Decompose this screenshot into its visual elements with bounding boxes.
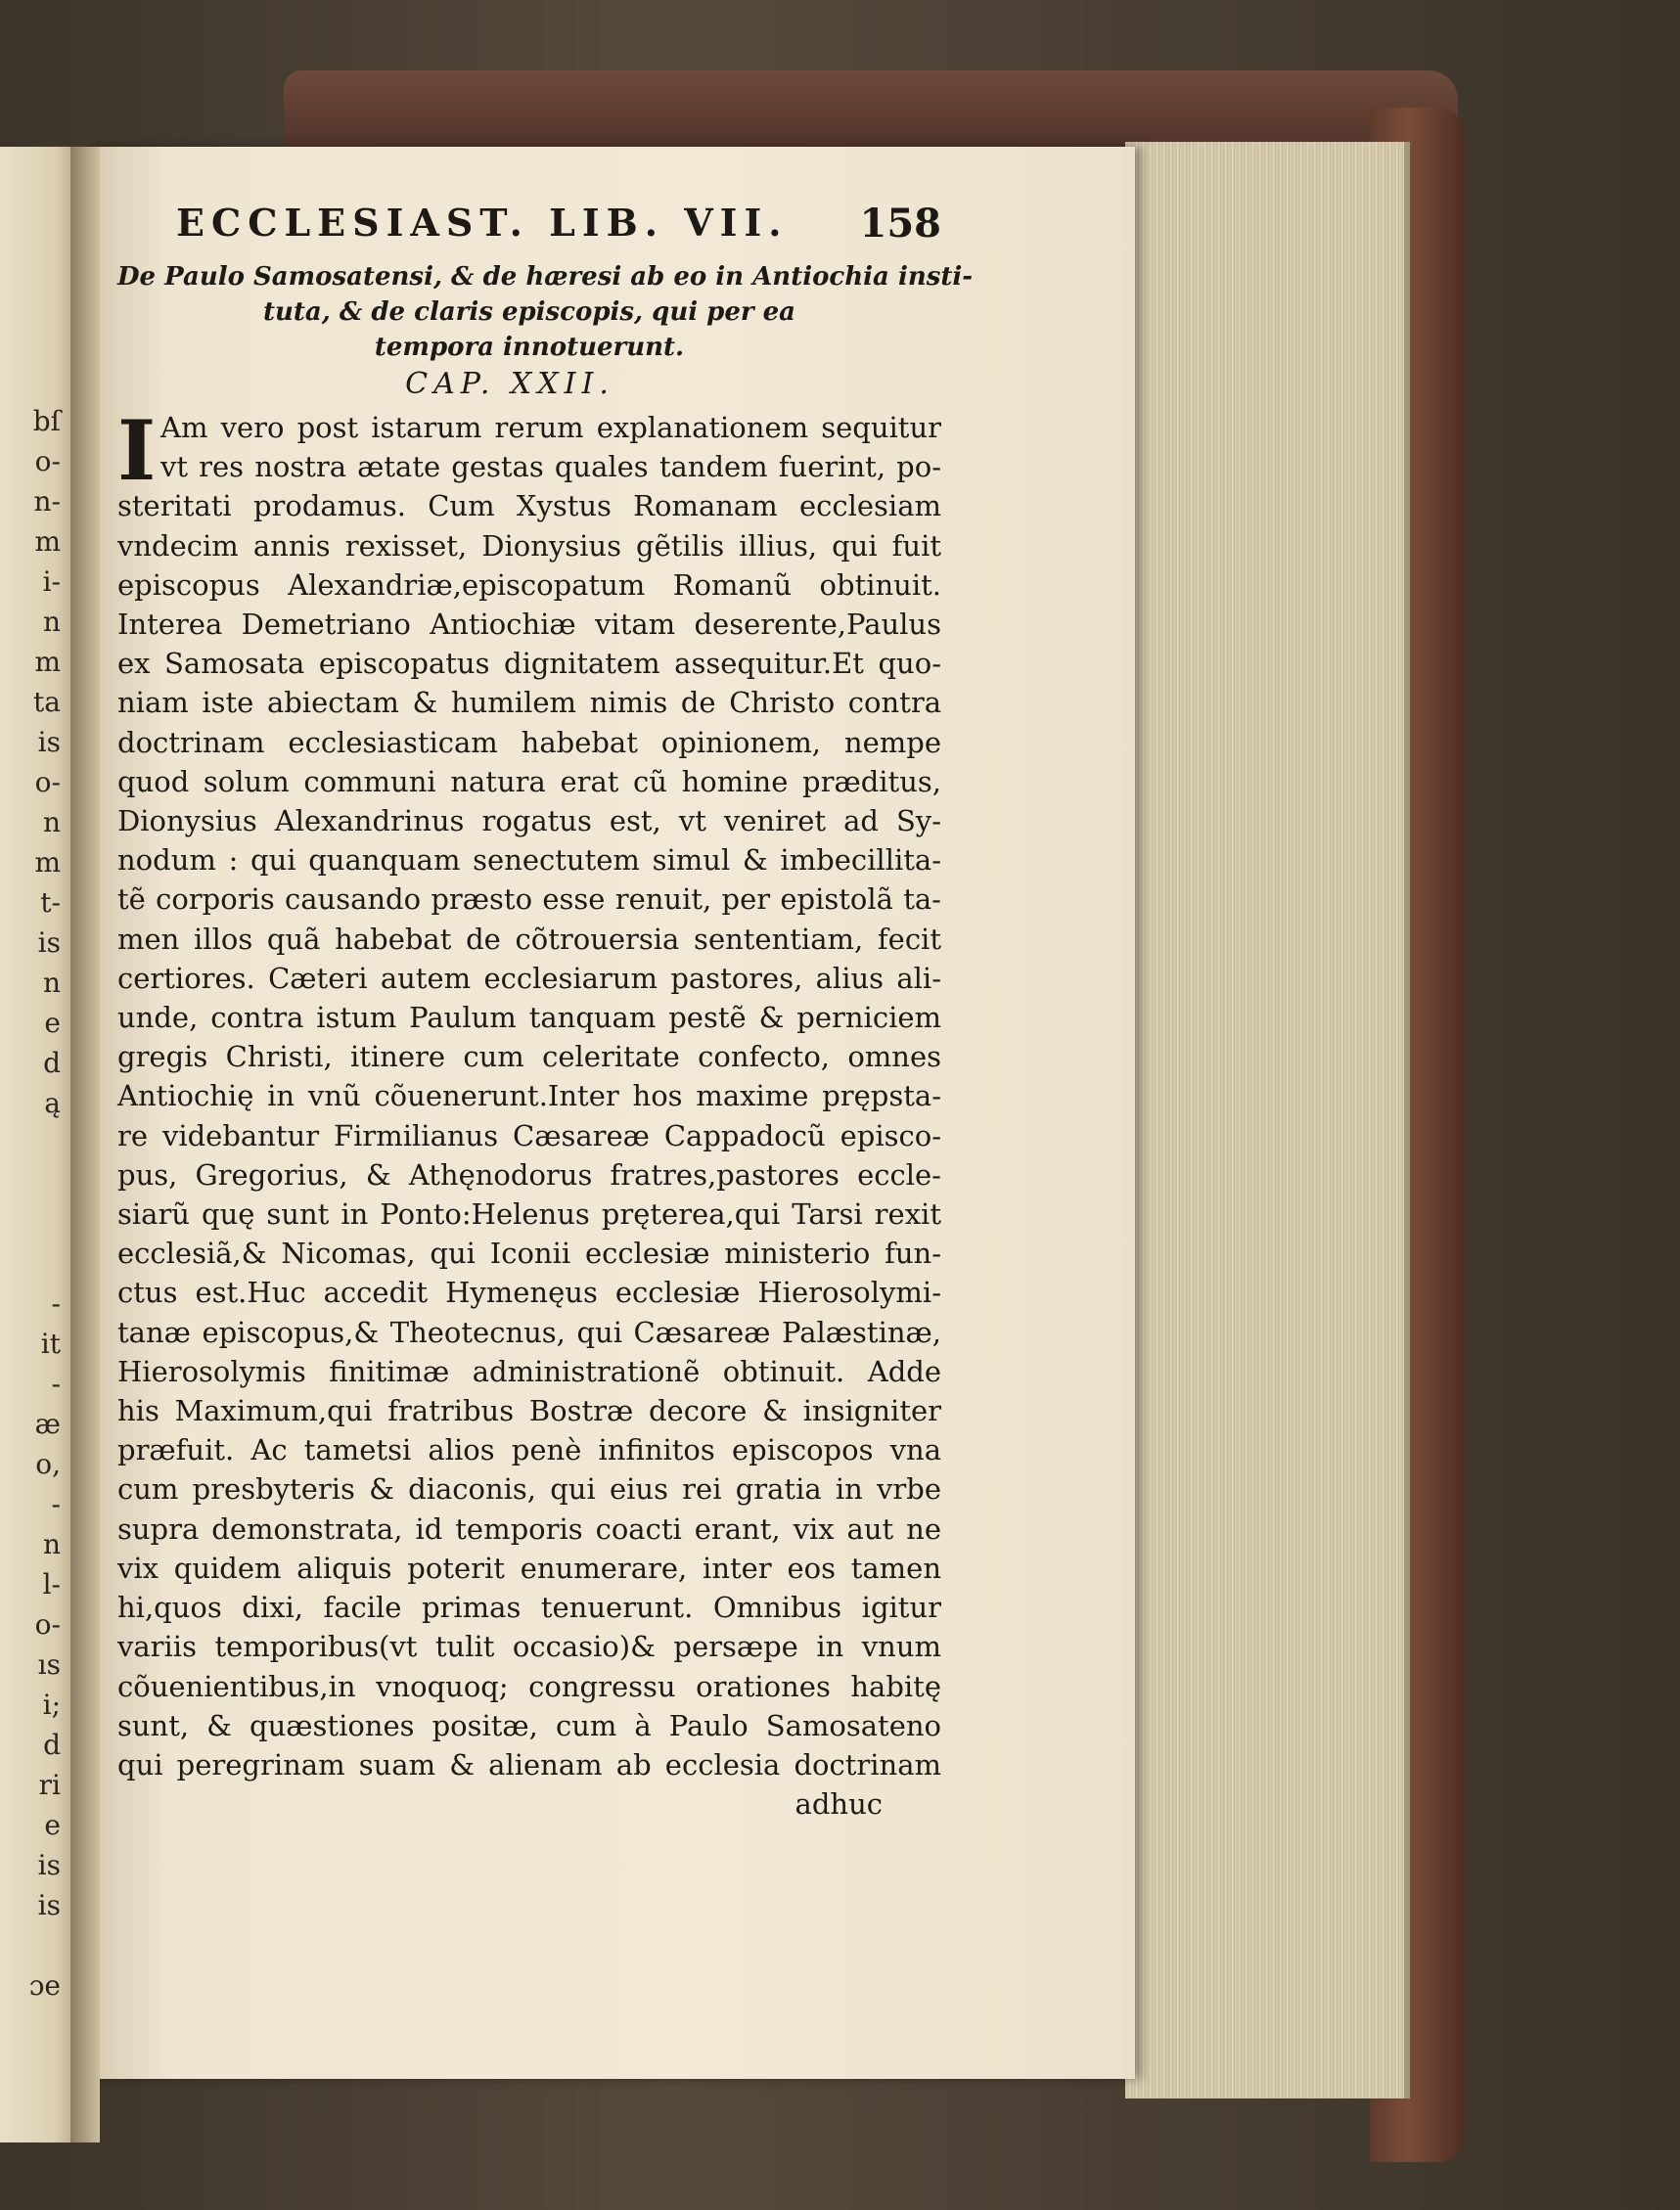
left-page-fragment: e (44, 1007, 61, 1039)
running-title: ECCLESIAST. LIB. VII. (176, 201, 789, 245)
left-page-fragment: o- (34, 445, 61, 477)
catchword: adhuc (795, 1787, 883, 1822)
body-line: vt res nostra ætate gestas quales tandem fuerint, po- (160, 450, 941, 484)
body-line: siarũ quę sunt in Ponto:Helenus pręterea,qui Tarsi rexit (117, 1197, 941, 1232)
body-line: men illos quã habebat de cõtrouersia sententiam, fecit (117, 922, 941, 956)
body-line: ctus est.Huc accedit Hymenęus ecclesiæ Hierosolymi- (117, 1276, 941, 1310)
body-line: Interea Demetriano Antiochiæ vitam deserente,Paulus (117, 608, 941, 642)
body-line: variis temporibus(vt tulit occasio)& persæpe in vnum (117, 1630, 941, 1664)
left-page-fragment: is (37, 926, 61, 959)
body-line: cõuenientibus,in vnoquoq; congressu orationes habitę (117, 1669, 941, 1703)
left-page-fragment: i; (42, 1689, 61, 1721)
left-page-fragment: is (37, 1849, 61, 1881)
body-line: qui peregrinam suam & alienam ab ecclesia doctrinam (117, 1747, 941, 1782)
left-page-fragment: n (42, 1528, 61, 1560)
left-page-fragment: ą (44, 1087, 61, 1119)
gutter-shadow (70, 147, 100, 2142)
body-line: certiores. Cæteri autem ecclesiarum pastores, alius ali- (117, 961, 941, 995)
left-page-fragment: i- (42, 565, 61, 598)
body-line: unde, contra istum Paulum tanquam pestẽ & perniciem (117, 1001, 941, 1035)
left-page-fragment: o, (35, 1448, 61, 1480)
heading-line: tuta, & de claris episcopis, qui per ea (262, 297, 796, 327)
body-line: vndecim annis rexisset, Dionysius gẽtilis illius, qui fuit (117, 528, 941, 563)
body-line: doctrinam ecclesiasticam habebat opinionem, nempe (117, 725, 941, 759)
body-line: præfuit. Ac tametsi alios penè infinitos episcopos vna (117, 1433, 941, 1467)
left-page-fragment: æ (34, 1408, 61, 1440)
running-head (117, 201, 941, 259)
left-page-fragment: m (34, 846, 61, 879)
left-page-fragment: - (51, 1287, 61, 1320)
body-line: steritati prodamus. Cum Xystus Romanam ecclesiam (117, 489, 941, 523)
body-line: vix quidem aliquis poterit enumerare, inter eos tamen (117, 1551, 941, 1585)
heading-line: tempora innotuerunt. (374, 333, 685, 362)
left-page-fragment: m (34, 525, 61, 558)
left-page-fragment: ıs (37, 1648, 61, 1681)
body-line: quod solum communi natura erat cũ homine præditus, (117, 764, 941, 798)
left-page-fragment: d (43, 1729, 61, 1761)
left-page-fragment: bſ (32, 405, 61, 437)
left-page-fragment: n- (33, 485, 61, 518)
chapter-heading (117, 259, 974, 404)
left-page-fragment: d (43, 1047, 61, 1079)
body-line: pus, Gregorius, & Athęnodorus fratres,pastores eccle- (117, 1157, 941, 1192)
body-line: nodum : qui quanquam senectutem simul & imbecillita- (117, 843, 941, 878)
body-line: tanæ episcopus,& Theotecnus, qui Cæsareæ Palæstinæ, (117, 1315, 941, 1349)
left-page-fragment: ri (38, 1769, 61, 1801)
chapter-number: CAP. XXII. (405, 367, 614, 401)
left-page-fragment: o- (34, 1608, 61, 1641)
body-line: niam iste abiectam & humilem nimis de Christo contra (117, 686, 941, 720)
left-page-fragment: - (51, 1488, 61, 1520)
body-line: hi,quos dixi, facile primas tenuerunt. Omnibus igitur (117, 1591, 941, 1625)
drop-initial: I (117, 402, 157, 499)
page-number: 158 (859, 201, 941, 247)
left-page-fragment: is (37, 726, 61, 758)
left-page-fragment: it (40, 1328, 61, 1360)
left-page-edge (0, 147, 78, 2142)
page-content (117, 201, 974, 1824)
left-page-fragment: is (37, 1889, 61, 1921)
left-page-fragment: n (42, 606, 61, 638)
body-line: ex Samosata episcopatus dignitatem assequitur.Et quo- (117, 647, 941, 681)
body-line: Hierosolymis finitimæ administrationẽ obtinuit. Adde (117, 1354, 941, 1388)
left-page-fragment: l- (42, 1568, 61, 1601)
left-page-fragment: ta (33, 686, 61, 718)
body-line: ecclesiã,& Nicomas, qui Iconii ecclesiæ ministerio fun- (117, 1237, 941, 1271)
body-line: sunt, & quæstiones positæ, cum à Paulo Samosateno (117, 1708, 941, 1742)
body-text (117, 402, 941, 1784)
first-line-text: Am vero post istarum rerum explanationem sequitur (160, 411, 941, 444)
body-line: re videbantur Firmilianus Cæsareæ Cappadocũ episco- (117, 1118, 941, 1152)
page-edges (1125, 142, 1410, 2098)
left-page-fragment (0, 1203, 61, 1243)
left-page-fragment: e (44, 1809, 61, 1841)
left-page-fragment: n (42, 967, 61, 999)
body-line: Dionysius Alexandrinus rogatus est, vt veniret ad Sy- (117, 804, 941, 838)
left-page-fragment: ɔe (28, 1969, 61, 2002)
left-page-fragment: o- (34, 766, 61, 798)
left-page-fragment (0, 1925, 61, 1965)
left-page-fragment: n (42, 806, 61, 838)
left-page-fragment (0, 1243, 61, 1284)
body-line: cum presbyteris & diaconis, qui eius rei gratia in vrbe (117, 1472, 941, 1507)
body-line: tẽ corporis causando præsto esse renuit, per epistolã ta- (117, 882, 941, 917)
body-line: supra demonstrata, id temporis coacti erant, vix aut ne (117, 1511, 941, 1546)
body-line: his Maximum,qui fratribus Bostræ decore & insigniter (117, 1394, 941, 1428)
body-line: gregis Christi, itinere cum celeritate confecto, omnes (117, 1040, 941, 1074)
left-page-fragment: t- (40, 886, 61, 919)
left-page-text-fragments (0, 401, 61, 2006)
heading-line: De Paulo Samosatensi, & de hæresi ab eo in Antiochia insti- (117, 262, 974, 292)
left-page-fragment: m (34, 646, 61, 678)
body-line: episcopus Alexandriæ,episcopatum Romanũ obtinuit. (117, 567, 941, 602)
left-page-fragment (0, 1163, 61, 1203)
left-page-fragment (0, 1123, 61, 1163)
body-line: Antiochię in vnũ cõuenerunt.Inter hos maxime prępsta- (117, 1079, 941, 1113)
left-page-fragment: - (51, 1368, 61, 1400)
